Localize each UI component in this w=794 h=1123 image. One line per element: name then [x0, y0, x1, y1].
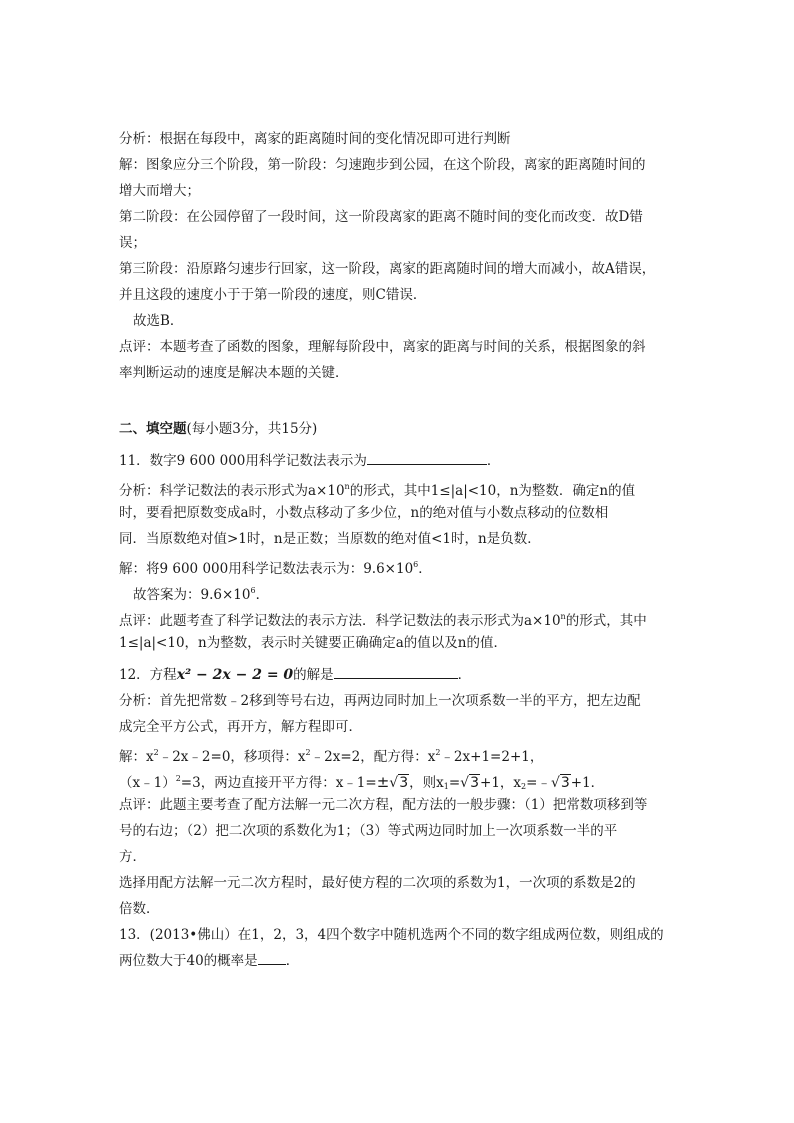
answer-blank[interactable] [334, 663, 458, 679]
section-note: (每小题3分，共15分) [186, 421, 318, 437]
answer-line: 故答案为：$9.6\times 10^6$． [133, 586, 270, 603]
comment-line: 方． [119, 849, 146, 865]
analysis-line: 分析：科学记数法的表示形式为$a\times 10^n$的形式，其中1≤|a|<10，n为整数．确定n的值 [119, 482, 636, 499]
question-13: 13．(2013•佛山）在1，2，3，4四个数字中随机选两个不同的数字组成两位数，则组成的 [119, 927, 664, 943]
analysis-line: 时，要看把原数变成a时，小数点移动了多少位，n的绝对值与小数点移动的位数相 [119, 505, 609, 521]
comment-line: 倍数． [119, 901, 160, 917]
analysis-line: 分析：根据在每段中，离家的距离随时间的变化情况即可进行判断 [119, 131, 511, 147]
sqrt-symbol: √3 [460, 775, 480, 791]
answer-blank[interactable] [258, 949, 286, 965]
question-13-cont: 两位数大于40的概率是 ． [119, 948, 674, 974]
analysis-line: 分析：首先把常数﹣2移到等号右边，再两边同时加上一次项系数一半的平方，把左边配 [119, 693, 641, 709]
sqrt-symbol: √3 [389, 775, 409, 791]
section-title: 二、填空题 [119, 421, 187, 437]
solution-line: 解：将9 600 000用科学记数法表示为：$9.6\times 10^6$． [119, 560, 432, 577]
comment-line: 号的右边；（2）把二次项的系数化为1；（3）等式两边同时加上一次项系数一半的平 [119, 823, 618, 839]
solution-line: 并且这段的速度小于于第一阶段的速度，则C错误． [119, 287, 427, 303]
solution-line: 解：$x^2﹣2x﹣2=0$，移项得：$x^2﹣2x=2$，配方得：$x^2﹣2x+1=2+1$， [119, 748, 544, 765]
analysis-line: 同．当原数绝对值>1时，n是正数；当原数的绝对值<1时，n是负数． [119, 531, 541, 547]
solution-line: 解：图象应分三个阶段，第一阶段：匀速跑步到公园，在这个阶段，离家的距离随时间的 [119, 157, 646, 173]
analysis-line: 成完全平方公式，再开方，解方程即可． [119, 719, 362, 735]
comment-line: 点评：此题主要考查了配方法解一元二次方程，配方法的一般步骤：（1）把常数项移到等 [119, 797, 648, 813]
comment-line: 1≤|a|<10，n为整数，表示时关键要正确确定a的值以及n的值． [119, 635, 507, 651]
solution-line: 增大而增大； [119, 183, 200, 199]
comment-line: 点评：本题考查了函数的图象，理解每阶段中，离家的距离与时间的关系，根据图象的斜 [119, 339, 646, 355]
section-heading [119, 416, 674, 442]
sqrt-symbol: √3 [550, 775, 570, 791]
answer-line: 故选B． [133, 313, 184, 329]
solution-line: 第三阶段：沿原路匀速步行回家，这一阶段，离家的距离随时间的增大而减小，故A错误， [119, 261, 656, 277]
plus-minus-sign: ± [376, 773, 390, 791]
question-12: 12．方程x² − 2x − 2 = 0的解是 ． [119, 662, 674, 688]
solution-line: 第二阶段：在公园停留了一段时间，这一阶段离家的距离不随时间的变化而改变．故D错 [119, 209, 643, 225]
solution-line: （x﹣1）$^2$=3，两边直接开平方得：x﹣1=±√3，则$x_1=√3+1$，$x_2=﹣√3+1$． [119, 773, 605, 791]
solution-line: 误； [119, 235, 146, 251]
document-page [119, 126, 674, 974]
answer-blank[interactable] [367, 449, 487, 465]
comment-line: 率判断运动的速度是解决本题的关键． [119, 365, 349, 381]
question-11: 11．数字9 600 000用科学记数法表示为 ． [119, 448, 674, 474]
comment-line: 点评：此题考查了科学记数法的表示方法．科学记数法的表示形式为$a\times 10^n$的形式，其中 [119, 612, 647, 629]
equation: x² − 2x − 2 = 0 [176, 667, 294, 683]
comment-line: 选择用配方法解一元二次方程时，最好使方程的二次项的系数为1，一次项的系数是2的 [119, 875, 636, 891]
